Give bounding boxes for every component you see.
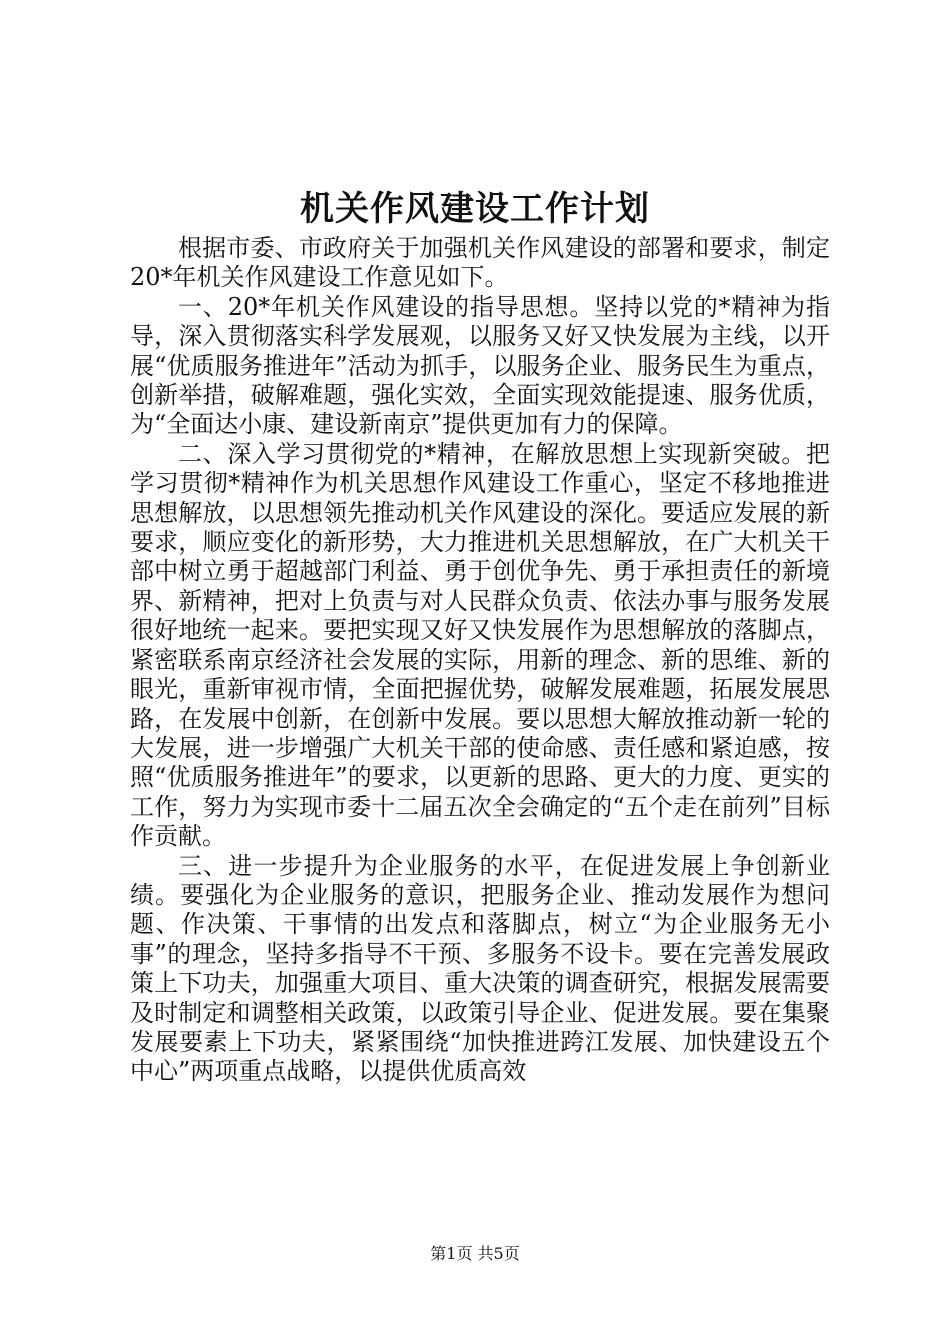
paragraph-section-2: 二、深入学习贯彻党的*精神，在解放思想上实现新突破。把学习贯彻*精神作为机关思想作风建设工作重心，坚定不移地推进思想解放，以思想领先推动机关作风建设的深化。要适应发展的新要求，顺应变化的新形势，大力推进机关思想解放，在广大机关干部中树立勇于超越部门利益、勇于创优争先、勇于承担责任的新境界、新精神，把对上负责与对人民群众负责、依法办事与服务发展很好地统一起来。要把实现又好又快发展作为思想解放的落脚点，紧密联系南京经济社会发展的实际，用新的理念、新的思维、新的眼光，重新审视市情，全面把握优势，破解发展难题，拓展发展思路，在发展中创新，在创新中发展。要以思想大解放推动新一轮的大发展，进一步增强广大机关干部的使命感、责任感和紧迫感，按照“优质服务推进年”的要求，以更新的思路、更大的力度、更实的工作，努力为实现市委十二届五次全会确定的“五个走在前列”目标作贡献。 xyxy=(130,439,830,851)
page-footer: 第1页 共5页 xyxy=(430,1244,520,1263)
paragraph-section-3: 三、进一步提升为企业服务的水平，在促进发展上争创新业绩。要强化为企业服务的意识，把服务企业、推动发展作为想问题、作决策、干事情的出发点和落脚点，树立“为企业服务无小事”的理念，坚持多指导不干预、多服务不设卡。要在完善发展政策上下功夫，加强重大项目、重大决策的调查研究，根据发展需要及时制定和调整相关政策，以政策引导企业、促进发展。要在集聚发展要素上下功夫，紧紧围绕“加快推进跨江发展、加快建设五个中心”两项重点战略，以提供优质高效 xyxy=(130,851,830,1086)
paragraph-section-1: 一、20*年机关作风建设的指导思想。坚持以党的*精神为指导，深入贯彻落实科学发展观，以服务又好又快发展为主线，以开展“优质服务推进年”活动为抓手，以服务企业、服务民生为重点，创新举措，破解难题，强化实效，全面实现效能提速、服务优质，为“全面达小康、建设新南京”提供更加有力的保障。 xyxy=(130,292,830,439)
document-title: 机关作风建设工作计划 xyxy=(300,189,650,229)
document-body xyxy=(130,234,830,1087)
paragraph-intro: 根据市委、市政府关于加强机关作风建设的部署和要求，制定20*年机关作风建设工作意见如下。 xyxy=(130,234,830,292)
